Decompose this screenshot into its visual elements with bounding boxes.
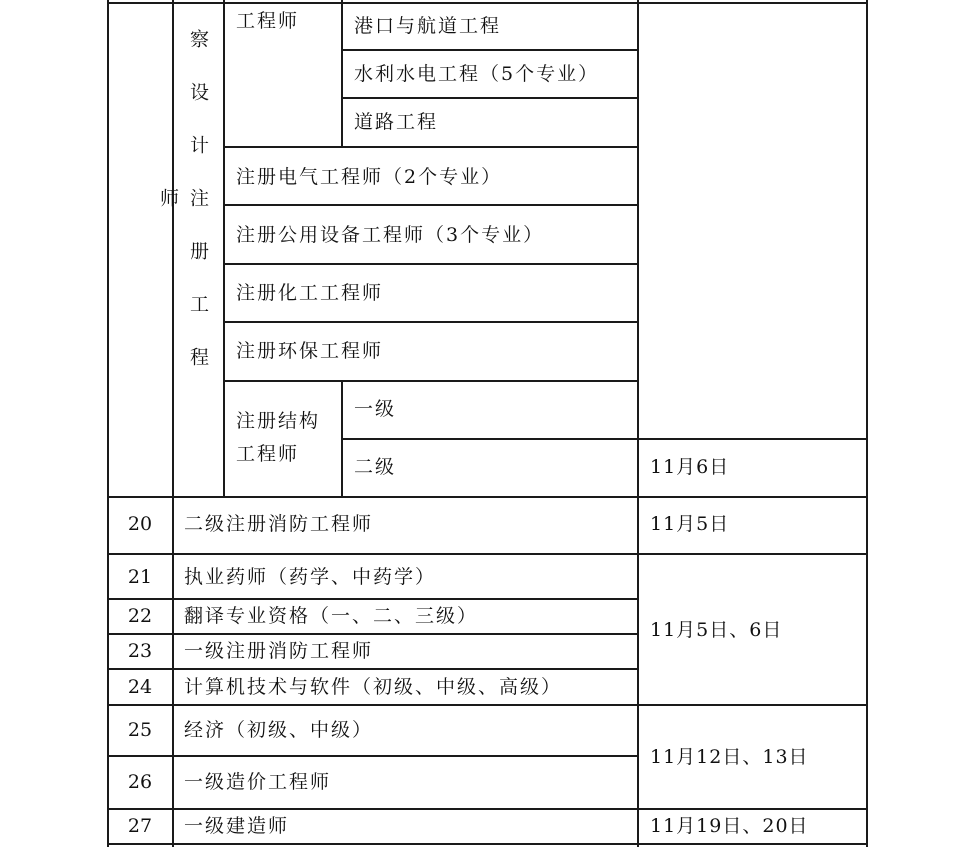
row-name: 一级注册消防工程师 — [184, 640, 374, 662]
date-cell: 11月5日、6日 — [650, 619, 783, 641]
row-divider — [341, 438, 868, 440]
row-divider — [107, 755, 638, 757]
row-name: 二级注册消防工程师 — [184, 513, 374, 535]
row-divider — [223, 204, 638, 206]
date-cell: 11月19日、20日 — [650, 815, 809, 837]
table-border-top — [107, 2, 868, 4]
subgroup-label: 工程师 — [236, 10, 300, 32]
column-divider-date — [637, 0, 639, 847]
row-divider — [223, 380, 638, 382]
row-divider — [107, 553, 868, 555]
major-cell: 港口与航道工程 — [354, 15, 502, 37]
level-cell: 一级 — [354, 398, 397, 420]
date-cell: 11月12日、13日 — [650, 746, 809, 768]
row-number: 26 — [127, 771, 153, 793]
row-divider — [223, 146, 638, 148]
row-divider — [341, 49, 638, 51]
row-divider — [107, 633, 638, 635]
item-cell: 注册结构 — [236, 410, 321, 432]
row-divider — [107, 808, 868, 810]
row-number: 21 — [127, 566, 153, 588]
item-cell: 注册公用设备工程师（3个专业） — [236, 224, 545, 246]
row-name: 翻译专业资格（一、二、三级） — [184, 605, 479, 627]
row-divider — [341, 97, 638, 99]
column-divider-group — [223, 0, 225, 497]
row-number: 23 — [127, 640, 153, 662]
item-cell: 注册化工工程师 — [236, 282, 384, 304]
major-cell: 水利水电工程（5个专业） — [354, 63, 600, 85]
row-divider — [107, 598, 638, 600]
major-cell: 道路工程 — [354, 111, 439, 133]
row-divider — [223, 263, 638, 265]
item-cell: 注册环保工程师 — [236, 340, 384, 362]
column-divider-major — [341, 0, 343, 146]
group-vertical-label: 察设计注册工程师 — [157, 28, 209, 400]
row-name: 一级建造师 — [184, 815, 290, 837]
date-cell: 11月6日 — [650, 456, 730, 478]
row-divider — [107, 704, 868, 706]
row-name: 经济（初级、中级） — [184, 719, 374, 741]
table-border-bottom — [107, 843, 868, 845]
row-name: 计算机技术与软件（初级、中级、高级） — [184, 676, 563, 698]
row-number: 25 — [127, 719, 153, 741]
row-number: 24 — [127, 676, 153, 698]
item-cell: 工程师 — [236, 443, 300, 465]
row-divider — [107, 668, 638, 670]
table-border-right — [866, 0, 868, 847]
date-cell: 11月5日 — [650, 513, 730, 535]
row-divider — [223, 321, 638, 323]
row-number: 22 — [127, 605, 153, 627]
row-divider — [107, 496, 868, 498]
row-name: 执业药师（药学、中药学） — [184, 566, 437, 588]
row-name: 一级造价工程师 — [184, 771, 332, 793]
row-number: 20 — [127, 513, 153, 535]
row-number: 27 — [127, 815, 153, 837]
level-cell: 二级 — [354, 456, 397, 478]
item-cell: 注册电气工程师（2个专业） — [236, 166, 503, 188]
